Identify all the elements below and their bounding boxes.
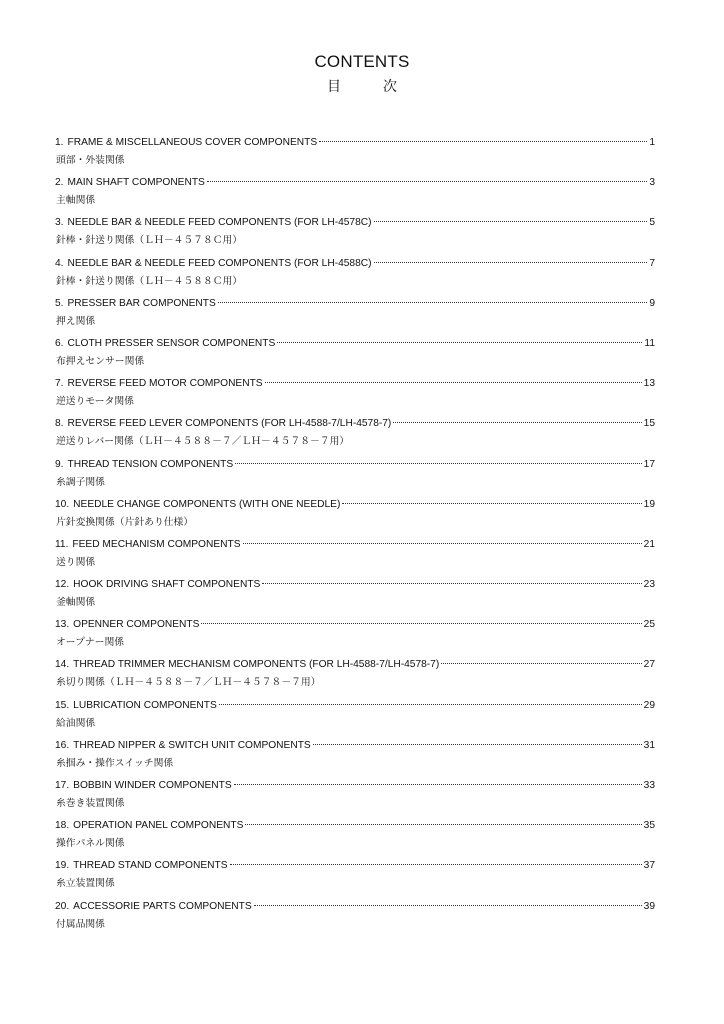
entry-title[interactable]: BOBBIN WINDER COMPONENTS — [73, 780, 232, 791]
entry-number: 1. — [55, 137, 64, 148]
toc-entry[interactable] — [55, 536, 655, 576]
dot-leader — [374, 262, 648, 263]
entry-number: 2. — [55, 177, 64, 189]
entry-number: 15. — [55, 699, 70, 711]
toc-entry[interactable] — [55, 777, 655, 817]
entry-japanese-title: 送り関係 — [56, 556, 96, 568]
dot-leader — [319, 141, 647, 142]
toc-line[interactable] — [55, 777, 655, 794]
entry-number: 10. — [55, 498, 70, 510]
entry-page[interactable]: 11 — [644, 337, 655, 349]
entry-page[interactable]: 9 — [649, 297, 655, 309]
entry-japanese-title: 頭部・外装関係 — [56, 155, 125, 166]
entry-page[interactable]: 7 — [649, 257, 655, 269]
toc-entry[interactable] — [55, 898, 655, 938]
entry-number: 3. — [55, 217, 64, 229]
dot-leader — [218, 302, 648, 303]
toc-entry[interactable] — [55, 576, 655, 616]
entry-title[interactable]: ACCESSORIE PARTS COMPONENTS — [73, 900, 252, 912]
dot-leader — [235, 463, 642, 464]
entry-page[interactable]: 33 — [643, 780, 655, 791]
entry-page[interactable]: 3 — [649, 177, 655, 189]
dot-leader — [374, 221, 648, 222]
entry-title[interactable]: REVERSE FEED LEVER COMPONENTS (FOR LH-4588-7/LH-4578-7) — [67, 418, 392, 430]
entry-number: 18. — [55, 820, 70, 832]
entry-title[interactable]: REVERSE FEED MOTOR COMPONENTS — [67, 378, 263, 390]
entry-japanese-title: 布押えセンサー関係 — [56, 355, 145, 367]
entry-japanese-title: 糸掴み・操作スイッチ関係 — [56, 757, 174, 769]
toc-line[interactable] — [55, 656, 655, 673]
toc-line[interactable] — [55, 375, 655, 392]
toc-line[interactable] — [55, 456, 655, 473]
page-title: CONTENTS — [314, 52, 410, 71]
entry-page[interactable]: 27 — [643, 659, 655, 671]
entry-title[interactable]: THREAD TRIMMER MECHANISM COMPONENTS (FOR LH-4588-7/LH-4578-7) — [73, 659, 440, 671]
dot-leader — [219, 704, 642, 705]
entry-japanese-title: 片針変換関係（片針あり仕様） — [56, 516, 194, 528]
entry-number: 7. — [55, 378, 64, 390]
toc-line[interactable] — [55, 255, 655, 272]
toc-entry[interactable] — [55, 737, 655, 777]
entry-title[interactable]: CLOTH PRESSER SENSOR COMPONENTS — [67, 337, 276, 349]
entry-page[interactable]: 39 — [643, 900, 655, 912]
entry-number: 19. — [55, 860, 70, 872]
toc-line[interactable] — [55, 174, 655, 191]
toc-entry[interactable] — [55, 134, 655, 174]
entry-title[interactable]: LUBRICATION COMPONENTS — [73, 699, 217, 711]
page-subtitle: 目 次 — [327, 79, 411, 95]
entry-title[interactable]: MAIN SHAFT COMPONENTS — [67, 177, 205, 189]
entry-japanese-title: 糸切り関係（ＬＨ－４５８８－７／ＬＨ－４５７８－７用） — [56, 677, 321, 689]
entry-number: 13. — [55, 619, 70, 631]
dot-leader — [441, 663, 641, 664]
dot-leader — [230, 864, 642, 865]
entry-title[interactable]: OPERATION PANEL COMPONENTS — [73, 820, 244, 832]
entry-page[interactable]: 15 — [643, 418, 655, 430]
entry-japanese-title: オープナー関係 — [56, 637, 125, 649]
entry-number: 8. — [55, 418, 64, 430]
dot-leader — [262, 583, 641, 584]
toc-entry[interactable] — [55, 295, 655, 335]
entry-title[interactable]: THREAD TENSION COMPONENTS — [67, 458, 234, 470]
entry-page[interactable]: 1 — [649, 137, 655, 148]
toc-line[interactable] — [55, 697, 655, 714]
entry-number: 12. — [55, 579, 70, 591]
toc-entry[interactable] — [55, 656, 655, 696]
entry-japanese-title: 押え関係 — [56, 315, 96, 327]
dot-leader — [207, 181, 647, 182]
entry-japanese-title: 針棒・針送り関係（ＬＨ－４５７８Ｃ用） — [56, 235, 243, 247]
toc-line[interactable] — [55, 295, 655, 312]
entry-number: 9. — [55, 458, 64, 470]
entry-title[interactable]: NEEDLE BAR & NEEDLE FEED COMPONENTS (FOR LH-4588C) — [67, 257, 372, 269]
entry-page[interactable]: 23 — [643, 579, 655, 591]
entry-japanese-title: 糸立装置関係 — [56, 878, 115, 890]
entry-japanese-title: 操作パネル関係 — [56, 838, 125, 850]
entry-title[interactable]: OPENNER COMPONENTS — [73, 619, 200, 631]
entry-title[interactable]: FRAME & MISCELLANEOUS COVER COMPONENTS — [67, 137, 318, 148]
dot-leader — [245, 824, 641, 825]
entry-page[interactable]: 25 — [643, 619, 655, 631]
entry-japanese-title: 逆送りモータ関係 — [56, 396, 134, 408]
toc-entry[interactable] — [55, 857, 655, 897]
dot-leader — [313, 744, 642, 745]
toc-entry[interactable] — [55, 456, 655, 496]
toc-line[interactable] — [55, 415, 655, 432]
toc-entry[interactable] — [55, 415, 655, 455]
entry-number: 20. — [55, 900, 70, 912]
entry-title[interactable]: FEED MECHANISM COMPONENTS — [72, 538, 241, 550]
entry-title[interactable]: HOOK DRIVING SHAFT COMPONENTS — [73, 579, 261, 591]
entry-title[interactable]: THREAD NIPPER & SWITCH UNIT COMPONENTS — [73, 739, 311, 751]
entry-number: 17. — [55, 780, 70, 791]
entry-japanese-title: 給油関係 — [56, 717, 96, 729]
toc-line[interactable] — [55, 616, 655, 633]
toc-line[interactable] — [55, 214, 655, 231]
toc-entry[interactable] — [55, 817, 655, 857]
toc-entry[interactable] — [55, 335, 655, 375]
toc-entry[interactable] — [55, 375, 655, 415]
table-of-contents — [55, 134, 655, 938]
toc-entry[interactable] — [55, 616, 655, 656]
entry-page[interactable]: 29 — [643, 699, 655, 711]
toc-line[interactable] — [55, 134, 655, 151]
toc-line[interactable] — [55, 737, 655, 754]
toc-line[interactable] — [55, 536, 655, 553]
toc-entry[interactable] — [55, 496, 655, 536]
entry-japanese-title: 釜軸関係 — [56, 597, 96, 609]
entry-japanese-title: 付属品関係 — [56, 918, 105, 930]
entry-number: 11. — [55, 538, 69, 550]
dot-leader — [265, 382, 642, 383]
dot-leader — [254, 905, 642, 906]
dot-leader — [393, 422, 641, 423]
entry-page[interactable]: 35 — [643, 820, 655, 832]
dot-leader — [234, 784, 642, 785]
toc-line[interactable] — [55, 576, 655, 593]
entry-page[interactable]: 21 — [643, 538, 655, 550]
entry-title[interactable]: THREAD STAND COMPONENTS — [73, 860, 228, 872]
dot-leader — [277, 342, 642, 343]
toc-line[interactable] — [55, 496, 655, 513]
entry-page[interactable]: 17 — [643, 458, 655, 470]
dot-leader — [201, 623, 641, 624]
entry-number: 4. — [55, 257, 64, 269]
toc-entry[interactable] — [55, 255, 655, 295]
toc-line[interactable] — [55, 335, 655, 352]
toc-entry[interactable] — [55, 214, 655, 254]
entry-japanese-title: 糸巻き装置関係 — [56, 798, 125, 809]
entry-title[interactable]: NEEDLE BAR & NEEDLE FEED COMPONENTS (FOR LH-4578C) — [67, 217, 372, 229]
entry-title[interactable]: PRESSER BAR COMPONENTS — [67, 297, 216, 309]
entry-japanese-title: 針棒・針送り関係（ＬＨ－４５８８Ｃ用） — [56, 275, 243, 287]
dot-leader — [342, 503, 641, 504]
entry-japanese-title: 主軸関係 — [56, 195, 96, 207]
toc-line[interactable] — [55, 857, 655, 874]
entry-page[interactable]: 19 — [643, 498, 655, 510]
toc-entry[interactable] — [55, 174, 655, 214]
entry-page[interactable]: 31 — [643, 739, 655, 751]
toc-entry[interactable] — [55, 697, 655, 737]
entry-title[interactable]: NEEDLE CHANGE COMPONENTS (WITH ONE NEEDLE) — [73, 498, 341, 510]
entry-number: 5. — [55, 297, 64, 309]
toc-line[interactable] — [55, 817, 655, 834]
entry-number: 16. — [55, 739, 70, 751]
entry-page[interactable]: 5 — [649, 217, 655, 229]
entry-page[interactable]: 37 — [643, 860, 655, 872]
toc-line[interactable] — [55, 898, 655, 915]
entry-number: 6. — [55, 337, 64, 349]
entry-number: 14. — [55, 659, 70, 671]
entry-japanese-title: 糸調子関係 — [56, 476, 105, 488]
entry-japanese-title: 逆送りレバー関係（ＬＨ－４５８８－７／ＬＨ－４５７８－７用） — [56, 436, 350, 448]
dot-leader — [243, 543, 642, 544]
entry-page[interactable]: 13 — [643, 378, 655, 390]
